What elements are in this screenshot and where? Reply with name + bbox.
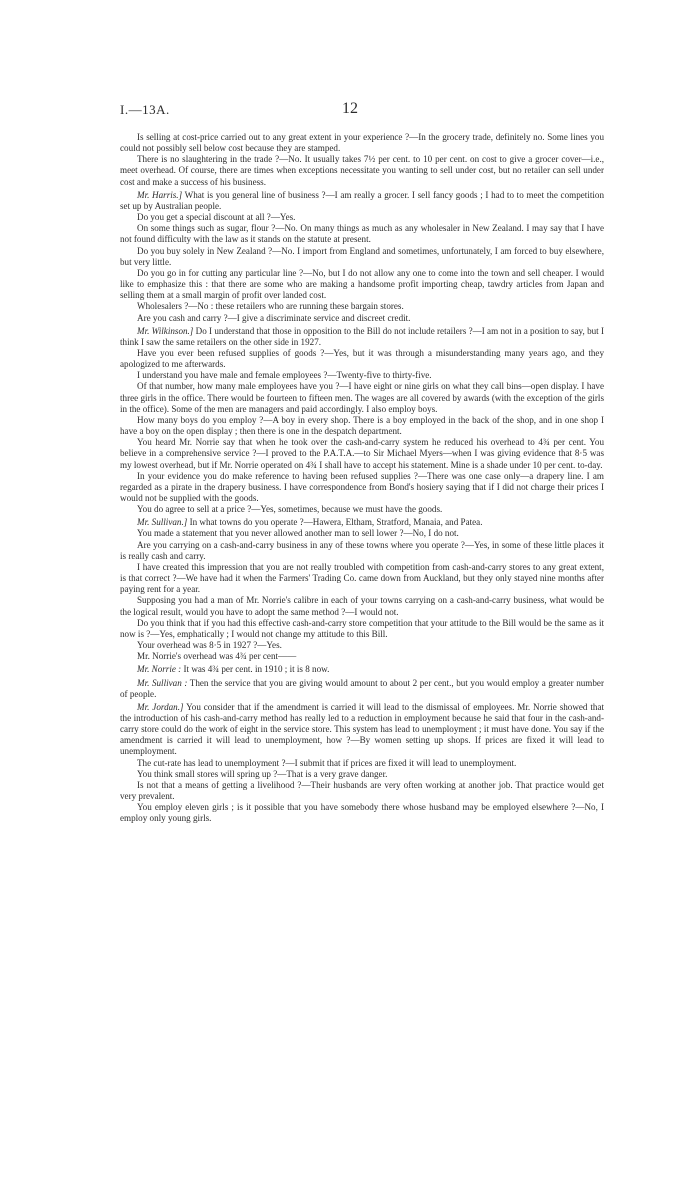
paragraph [120,381,604,414]
paragraph [120,268,604,301]
paragraph [120,313,604,324]
paragraph-text: Do you get a special discount at all ?—Yes. [137,212,296,223]
paragraph-text: I understand you have male and female employees ?—Twenty-five to thirty-five. [137,370,432,381]
paragraph [120,471,604,504]
paragraph [120,702,604,758]
paragraph [120,758,604,769]
paragraph [120,618,604,640]
paragraph-text: You made a statement that you never allowed another man to sell lower ?—No, I do not. [137,528,459,539]
paragraph-text: The cut-rate has lead to unemployment ?—I submit that if prices are fixed it will lead to unemployment. [137,757,517,768]
paragraph [120,504,604,515]
paragraph [120,154,604,187]
paragraph-text: Do you go in for cutting any particular line ?—No, but I do not allow any one to come into the town and sell cheaper. I would like to emphasize this : that there are some who are making a handsome profit importing cheap, tawdry articles from Japan and selling them at a small margin of profit over landed cost. [120,267,604,301]
paragraph-text: Then the service that you are giving would amount to about 2 per cent., but you would employ a greater number of people. [120,677,604,699]
speaker-name: Mr. Sullivan.] [137,517,188,528]
speaker-name: Mr. Jordan.] [137,701,184,712]
paragraph-text: How many boys do you employ ?—A boy in every shop. There is a boy employed in the back of the shop, and in one shop I have a boy on the open display ; then there is one in the despatch department. [120,414,604,437]
paragraph [120,780,604,802]
page-number: 12 [342,100,358,117]
paragraph-text: On some things such as sugar, flour ?—No. On many things as much as any wholesaler in New Zealand. I may say that I have not found difficulty with the law as it stands on the statute at present. [120,223,604,245]
paragraph-text: You do agree to sell at a price ?—Yes, sometimes, because we must have the goods. [137,504,443,515]
paragraph [120,415,604,437]
paragraph [120,517,604,528]
paragraph [120,301,604,312]
paragraph-text: In what towns do you operate ?—Hawera, Eltham, Stratford, Manaia, and Patea. [189,517,483,528]
speaker-name: Mr. Norrie : [137,664,182,675]
paragraph-text: Have you ever been refused supplies of goods ?—Yes, but it was through a misunderstanding many years ago, and they apologized to me afterwards. [120,347,604,370]
paragraph-text: What is you general line of business ?—I am really a grocer. I sell fancy goods ; I had to to meet the competition set up by Australian people. [120,189,604,211]
paragraph-text: In your evidence you do make reference to having been refused supplies ?—There was one case only—a drapery line. I am regarded as a pirate in the drapery business. I have correspondence from Bond's hosiery saying that if I did not charge their prices I would not be supplied with the goods. [120,470,604,503]
paragraph [120,246,604,268]
document-body [120,132,604,825]
paragraph-text: You heard Mr. Norrie say that when he took over the cash-and-carry system he reduced his overhead to 4¾ per cent. You believe in a comprehensive service ?—I proved to the P.A.T.A.—to Sir Michael Myers—when I was giving evidence that 8·5 was my lowest overhead, but if Mr. Norrie operated on 4¾ I shall have to accept his statement. Mine is a shade under 10 per cent. to-day. [120,437,604,470]
paragraph [120,437,604,470]
paragraph [120,132,604,154]
paragraph [120,370,604,381]
paragraph-text: Do you think that if you had this effective cash-and-carry store competition that your attitude to the Bill would be the same as it now is ?—Yes, emphatically ; I would not change my attitude to this Bill. [120,617,604,639]
page-header [120,100,600,120]
speaker-name: Mr. Wilkinson.] [137,325,194,336]
paragraph-text: Is not that a means of getting a livelihood ?—Their husbands are very often working at another job. That practice would get very prevalent. [120,779,604,802]
document-reference: I.—13A. [120,102,170,117]
paragraph-text: Do you buy solely in New Zealand ?—No. I import from England and sometimes, unfortunately, I am forced to buy elsewhere, but very little. [120,245,604,267]
paragraph-text: You employ eleven girls ; is it possible that you have somebody there whose husband may be employed elsewhere ?—No, I employ only young girls. [120,802,604,824]
paragraph [120,223,604,245]
paragraph [120,595,604,617]
paragraph [120,562,604,595]
paragraph-text: Are you cash and carry ?—I give a discriminate service and discreet credit. [137,312,411,323]
paragraph-text: Do I understand that those in opposition to the Bill do not include retailers ?—I am not in a position to say, but I think I saw the same retailers on the other side in 1927. [120,325,605,347]
paragraph-text: Wholesalers ?—No : these retailers who are running these bargain stores. [137,301,404,312]
paragraph [120,640,604,651]
paragraph-text: You consider that if the amendment is carried it will lead to the dismissal of employees. Mr. Norrie showed that the introduction of his cash-and-carry method has really led to a reduction in employment because he said that four in the cash-and-carry store could do the work of eight in the service store. This system has lead to unemployment ; it must have done. You say if the amendment is carried it will lead to unemployment, how ?—By women setting up shops. If prices are fixed it will lead to unemployment. [120,701,605,757]
paragraph [120,651,604,662]
paragraph-text: Supposing you had a man of Mr. Norrie's calibre in each of your towns carrying on a cash-and-carry business, what would be the logical result, would you have to adopt the same method ?—I would not. [120,595,604,617]
paragraph-text: Of that number, how many male employees have you ?—I have eight or nine girls on what they call bins—open display. I have three girls in the office. There would be fourteen to fifteen men. The wages are all covered by awards (with the exception of the girls in the office). Some of the men are managers and paid accordingly. I also employ boys. [120,381,604,414]
paragraph-text: It was 4¾ per cent. in 1910 ; it is 8 now. [183,664,330,675]
paragraph [120,190,604,212]
paragraph-text: Your overhead was 8·5 in 1927 ?—Yes. [137,640,282,651]
paragraph [120,348,604,370]
paragraph [120,528,604,539]
paragraph [120,326,604,348]
paragraph-text: Is selling at cost-price carried out to any great extent in your experience ?—In the grocery trade, definitely no. Some lines you could not possibly sell below cost because they are stamped. [120,132,604,154]
speaker-name: Mr. Sullivan : [137,677,188,688]
speaker-name: Mr. Harris.] [137,189,183,200]
paragraph [120,802,604,824]
paragraph [120,212,604,223]
paragraph [120,664,604,675]
paragraph-text: Mr. Norrie's overhead was 4¾ per cent—— [137,651,297,662]
paragraph-text: There is no slaughtering in the trade ?—No. It usually takes 7½ per cent. to 10 per cent. on cost to give a grocer cover—i.e., meet overhead. Of course, there are times when exceptions necessitate you wanting to sell under cost, but no retailer can sell under cost and make a success of his business. [120,154,604,187]
paragraph [120,769,604,780]
paragraph [120,678,604,700]
paragraph [120,540,604,562]
paragraph-text: I have created this impression that you are not really troubled with competition from cash-and-carry stores to any great extent, is that correct ?—We have had it when the Farmers' Trading Co. came down from Auckland, but they only stayed nine months after paying rent for a year. [120,561,604,595]
paragraph-text: Are you carrying on a cash-and-carry business in any of these towns where you operate ?—Yes, in some of these little places it is really cash and carry. [120,539,604,561]
paragraph-text: You think small stores will spring up ?—That is a very grave danger. [137,768,388,779]
